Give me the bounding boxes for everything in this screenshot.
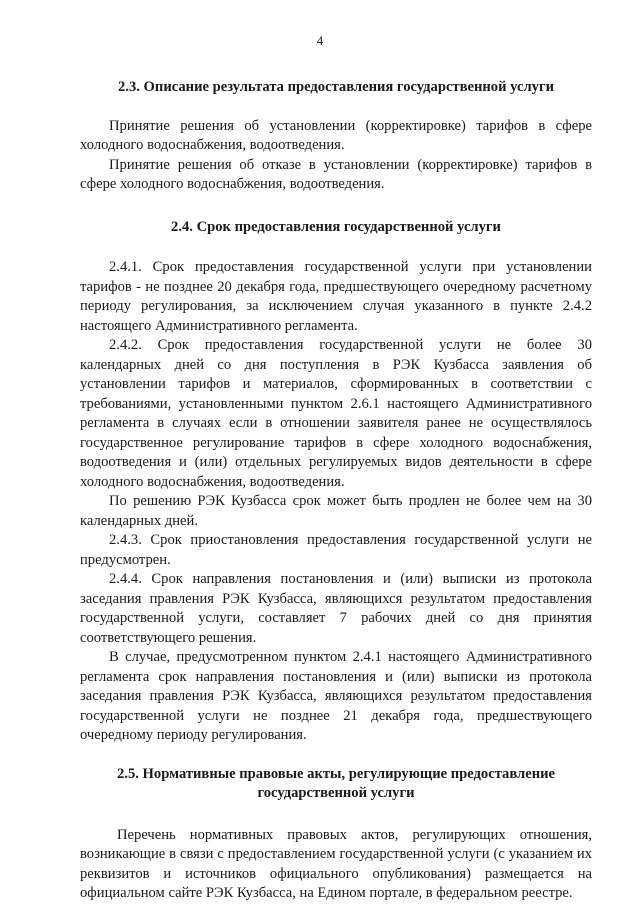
paragraph: 2.4.1. Срок предоставления государственной услуги при установлении тарифов - не позднее 20 декабря года, предшествующего очередному расчетному периоду регулирования, за исключением случая указанного в пункте 2.4.2 настоящего Административного регламента.	[80, 259, 592, 334]
page-number: 4	[316, 33, 324, 48]
section-heading: 2.4. Срок предоставления государственной услуги	[171, 218, 501, 235]
paragraph: Принятие решения об отказе в установлении (корректировке) тарифов в сфере холодного водоснабжения, водоотведения.	[80, 156, 592, 192]
paragraph: По решению РЭК Кузбасса срок может быть продлен не более чем на 30 календарных дней.	[80, 493, 592, 529]
section-heading-line: 2.5. Нормативные правовые акты, регулирующие предоставление	[117, 765, 555, 782]
section-heading-line: государственной услуги	[257, 785, 415, 801]
paragraph: Принятие решения об установлении (корректировке) тарифов в сфере холодного водоснабжения, водоотведения.	[80, 117, 592, 153]
paragraph: Перечень нормативных правовых актов, регулирующих отношения, возникающие в связи с предоставлением государственной услуги (с указанием их реквизитов и источников официального опубликования) размещается на официальном сайте РЭК Кузбасса, на Едином портале, в федеральном реестре.	[80, 826, 592, 901]
section-heading: 2.3. Описание результата предоставления государственной услуги	[118, 79, 554, 95]
paragraph: В случае, предусмотренном пунктом 2.4.1 настоящего Административного регламента срок направления постановления и (или) выписки из протокола заседания правления РЭК Кузбасса, являющихся результатом предоставления государственной услуги не позднее 21 декабря года, предшествующего очередному периоду регулирования.	[80, 649, 592, 743]
paragraph: 2.4.3. Срок приостановления предоставления государственной услуги не предусмотрен.	[80, 532, 592, 568]
section-2-3	[80, 78, 592, 195]
paragraph: 2.4.4. Срок направления постановления и (или) выписки из протокола заседания правления РЭК Кузбасса, являющихся результатом предоставления государственной услуги, составляет 7 рабочих дней со дня принятия соответствующего решения.	[80, 571, 592, 646]
section-heading	[80, 765, 592, 804]
section-2-5	[80, 765, 592, 904]
section-2-4	[80, 218, 592, 746]
document-body	[80, 78, 592, 904]
paragraph: 2.4.2. Срок предоставления государственной услуги не более 30 календарных дней со дня поступления в РЭК Кузбасса заявления об установлении тарифов и материалов, сформированных в соответствии с требованиями, установленными пунктом 2.6.1 настоящего Административного регламента в случаях если в отношении заявителя ранее не осуществлялось государственное регулирование тарифов в сфере холодного водоснабжения, водоотведения и (или) отдельных регулируемых видов деятельности в сфере холодного водоснабжения, водоотведения.	[80, 337, 592, 490]
